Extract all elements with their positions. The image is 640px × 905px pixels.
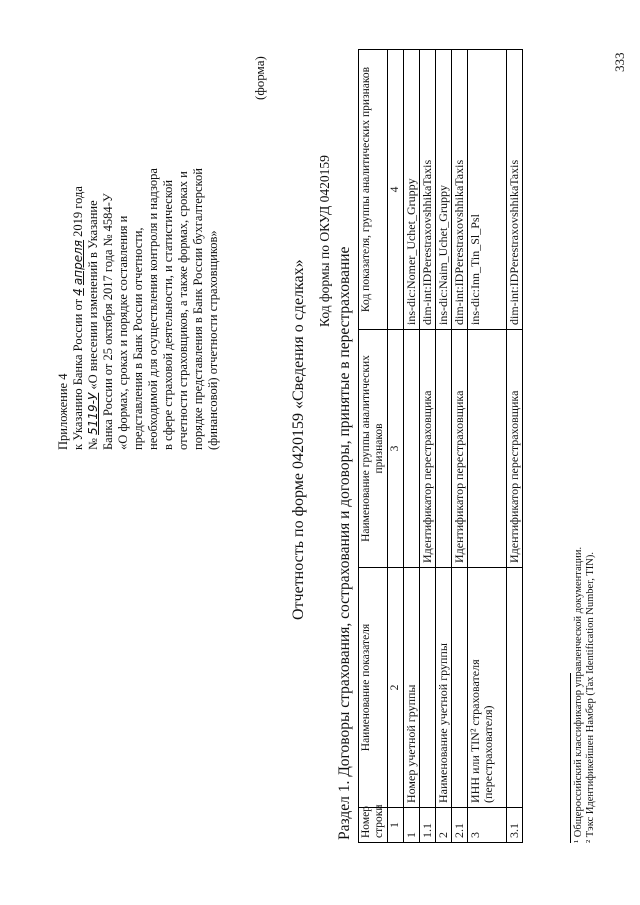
column-number: 3 [388, 330, 404, 568]
page-number: 333 [612, 52, 627, 72]
table-row [420, 50, 436, 843]
footnotes [573, 547, 597, 843]
row-indicator-name: Номер учетной группы [404, 568, 420, 808]
table-row [436, 50, 452, 843]
report-title: Отчетность по форме 0420159 «Сведения о сделках» [290, 259, 307, 620]
okud-code: Код формы по ОКУД 0420159 [317, 155, 332, 327]
appendix-line-7: необходимой для осуществления контроля и надзора [146, 168, 160, 450]
appendix-line-9: отчетности страховщиков, а также формах, сроках и [176, 171, 190, 450]
appendix-line-11: (финансовой) отчетности страховщиков» [206, 230, 220, 450]
table-row [468, 50, 507, 843]
table-row [507, 50, 523, 843]
row-number: 3 [468, 808, 507, 843]
header-indicator-name: Наименование показателя [359, 568, 388, 808]
row-group-name: Идентификатор перестраховщика [420, 330, 436, 568]
row-group-name: Идентификатор перестраховщика [452, 330, 468, 568]
appendix-line-5: «О формах, сроках и порядке составления и [116, 215, 130, 450]
row-group-name [436, 330, 452, 568]
date-month: апреля [71, 239, 85, 286]
row-code: dim-int:IDPerestraxovshhikaTaxis [507, 50, 523, 330]
row-group-name [468, 330, 507, 568]
appendix-line-8: в сфере страховой деятельности, и статистической [161, 179, 175, 450]
appendix-line-6: представления в Банк России отчетности, [131, 227, 145, 450]
row-indicator-name [420, 568, 436, 808]
table-header-row [359, 50, 388, 843]
row-code: dim-int:IDPerestraxovshhikaTaxis [452, 50, 468, 330]
header-row-number: Номер строки [359, 808, 388, 843]
form-label: (форма) [252, 56, 267, 100]
appendix-label: Приложение 4 [56, 373, 70, 450]
indicators-table [358, 49, 523, 843]
row-number: 3.1 [507, 808, 523, 843]
table-row [404, 50, 420, 843]
number-sign: № [86, 438, 100, 450]
section-title: Раздел 1. Договоры страхования, сострахования и договоры, принятые в перестрахование [336, 246, 353, 840]
appendix-line-10: порядке представления в Банк России бухгалтерской [191, 168, 205, 450]
row-indicator-name: Наименование учетной группы [436, 568, 452, 808]
row-indicator-name [507, 568, 523, 808]
row-indicator-name [452, 568, 468, 808]
row-number: 1 [404, 808, 420, 843]
doc-number: 5119-У [86, 392, 100, 435]
date-day: 4 [71, 288, 85, 296]
row-code: ins-dic:Inn_Tin_Sl_Psl [468, 50, 507, 330]
row-number: 2 [436, 808, 452, 843]
row-group-name: Идентификатор перестраховщика [507, 330, 523, 568]
appendix-line-2 [71, 50, 86, 450]
row-indicator-name: ИНН или TIN² страхователя (перестрахователя) [468, 568, 507, 808]
appendix-line-3-text: «О внесении изменений в Указание [86, 200, 100, 390]
row-code: ins-dic:Naim_Uchet_Gruppy [436, 50, 452, 330]
column-number: 2 [388, 568, 404, 808]
header-group-name: Наименование группы аналитических признаков [359, 330, 388, 568]
row-code: dim-int:IDPerestraxovshhikaTaxis [420, 50, 436, 330]
table-column-numbers [388, 50, 404, 843]
row-number: 1.1 [420, 808, 436, 843]
row-number: 2.1 [452, 808, 468, 843]
row-group-name [404, 330, 420, 568]
date-year: 2019 года [71, 186, 85, 237]
header-code: Код показателя, группы аналитических признаков [359, 50, 388, 330]
appendix-header [56, 50, 221, 450]
footnote-2: ² Тэкс Идентификейшен Намбер (Tax Identification Number, TIN). [585, 552, 596, 843]
appendix-line-3 [86, 50, 101, 450]
column-number: 4 [388, 50, 404, 330]
column-number: 1 [388, 808, 404, 843]
footnote-divider [570, 673, 571, 843]
appendix-line-2-text: к Указанию Банка России от [71, 298, 85, 450]
appendix-line-4: Банка России от 25 октября 2017 года № 4584-У [101, 193, 115, 450]
row-code: ins-dic:Nomer_Uchet_Gruppy [404, 50, 420, 330]
table-row [452, 50, 468, 843]
footnote-1: ¹ Общероссийский классификатор управленческой документации. [573, 546, 584, 843]
